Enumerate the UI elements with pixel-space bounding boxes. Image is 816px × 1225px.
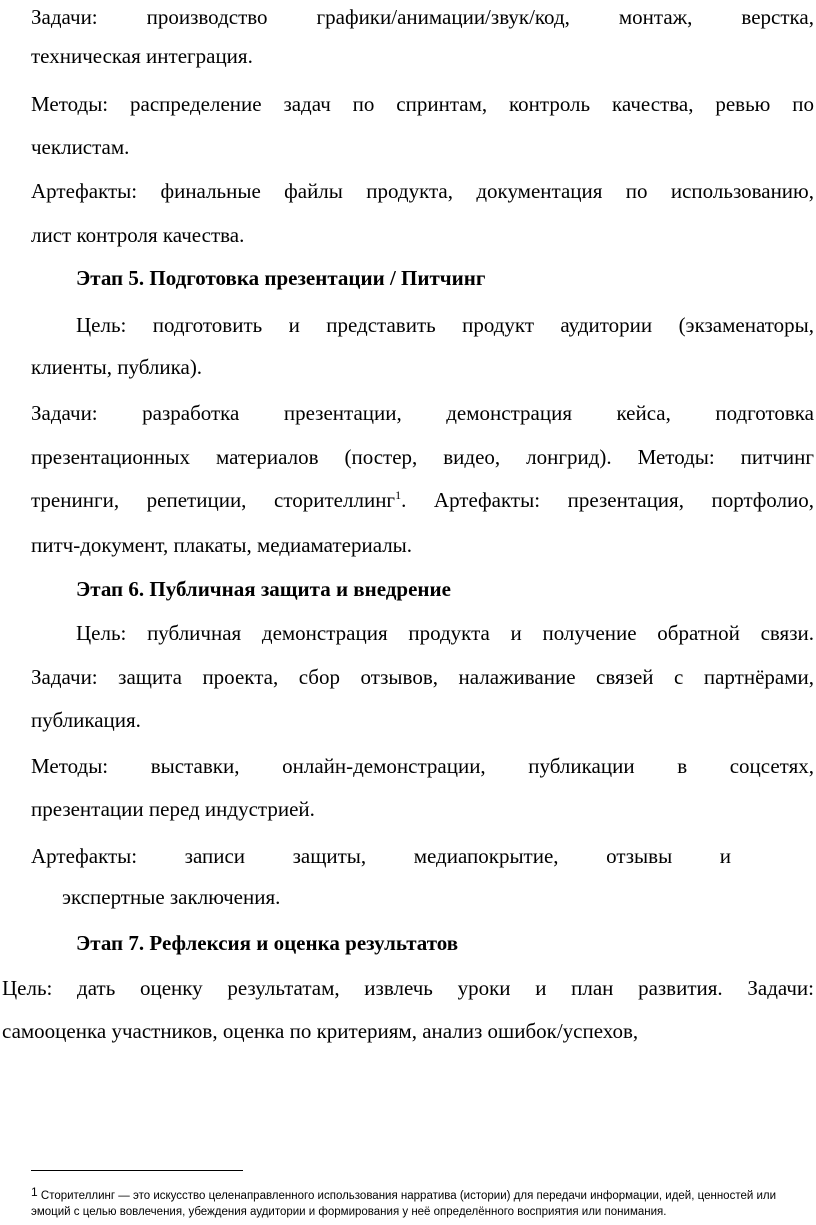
- footnote-text-continued: эмоций с целью вовлечения, убеждения аудитории и формирования у неё определённого восприятия или понимания.: [31, 1206, 667, 1218]
- paragraph-line: клиенты, публика).: [31, 355, 203, 379]
- paragraph-line: Задачи: защита проекта, сбор отзывов, налаживание связей с партнёрами,: [31, 665, 814, 689]
- section-heading-stage-7: Этап 7. Рефлексия и оценка результатов: [76, 931, 459, 955]
- paragraph-line: техническая интеграция.: [31, 44, 253, 68]
- footnote-separator: [31, 1170, 243, 1171]
- paragraph-line: экспертные заключения.: [62, 885, 281, 909]
- footnote-reference[interactable]: 1: [395, 488, 402, 502]
- paragraph-line: питч-документ, плакаты, медиаматериалы.: [31, 533, 413, 557]
- paragraph-line: Цель: публичная демонстрация продукта и получение обратной связи.: [76, 621, 814, 645]
- paragraph-word: записи: [184, 844, 246, 868]
- paragraph-line: Задачи: производство графики/анимации/звук/код, монтаж, верстка,: [31, 5, 814, 29]
- paragraph-line: Артефакты: финальные файлы продукта, документация по использованию,: [31, 179, 814, 203]
- paragraph-line: Задачи: разработка презентации, демонстрация кейса, подготовка: [31, 401, 814, 425]
- paragraph-text: тренинги, репетиции, сторителлинг: [31, 488, 396, 512]
- paragraph-line: Цель: дать оценку результатам, извлечь уроки и план развития. Задачи:: [2, 976, 814, 1000]
- paragraph-word: и: [719, 844, 731, 868]
- footnote-text: Сторителлинг — это искусство целенаправленного использования нарратива (истории) для передачи информации, идей, ценностей или: [40, 1190, 777, 1202]
- section-heading-stage-6: Этап 6. Публичная защита и внедрение: [76, 577, 451, 601]
- paragraph-line: чеклистам.: [31, 135, 130, 159]
- footnote: [31, 1186, 776, 1203]
- paragraph-line: самооценка участников, оценка по критериям, анализ ошибок/успехов,: [2, 1019, 639, 1043]
- paragraph-word: защиты,: [292, 844, 367, 868]
- paragraph-line: публикация.: [31, 708, 141, 732]
- paragraph-line: презентационных материалов (постер, видео, лонгрид). Методы: питчинг: [31, 445, 814, 469]
- paragraph-line: [31, 846, 731, 867]
- paragraph-text: . Артефакты: презентация, портфолио,: [401, 488, 814, 512]
- paragraph-line: лист контроля качества.: [31, 223, 245, 247]
- paragraph-line: [31, 490, 814, 511]
- paragraph-word: медиапокрытие,: [413, 844, 559, 868]
- section-heading-stage-5: Этап 5. Подготовка презентации / Питчинг: [76, 266, 486, 290]
- paragraph-word: Артефакты:: [31, 844, 138, 868]
- footnote-marker: 1: [31, 1185, 38, 1199]
- paragraph-line: Методы: выставки, онлайн-демонстрации, публикации в соцсетях,: [31, 754, 814, 778]
- paragraph-line: Цель: подготовить и представить продукт аудитории (экзаменаторы,: [76, 313, 814, 337]
- paragraph-line: презентации перед индустрией.: [31, 797, 315, 821]
- paragraph-word: отзывы: [606, 844, 673, 868]
- paragraph-line: Методы: распределение задач по спринтам, контроль качества, ревью по: [31, 92, 814, 116]
